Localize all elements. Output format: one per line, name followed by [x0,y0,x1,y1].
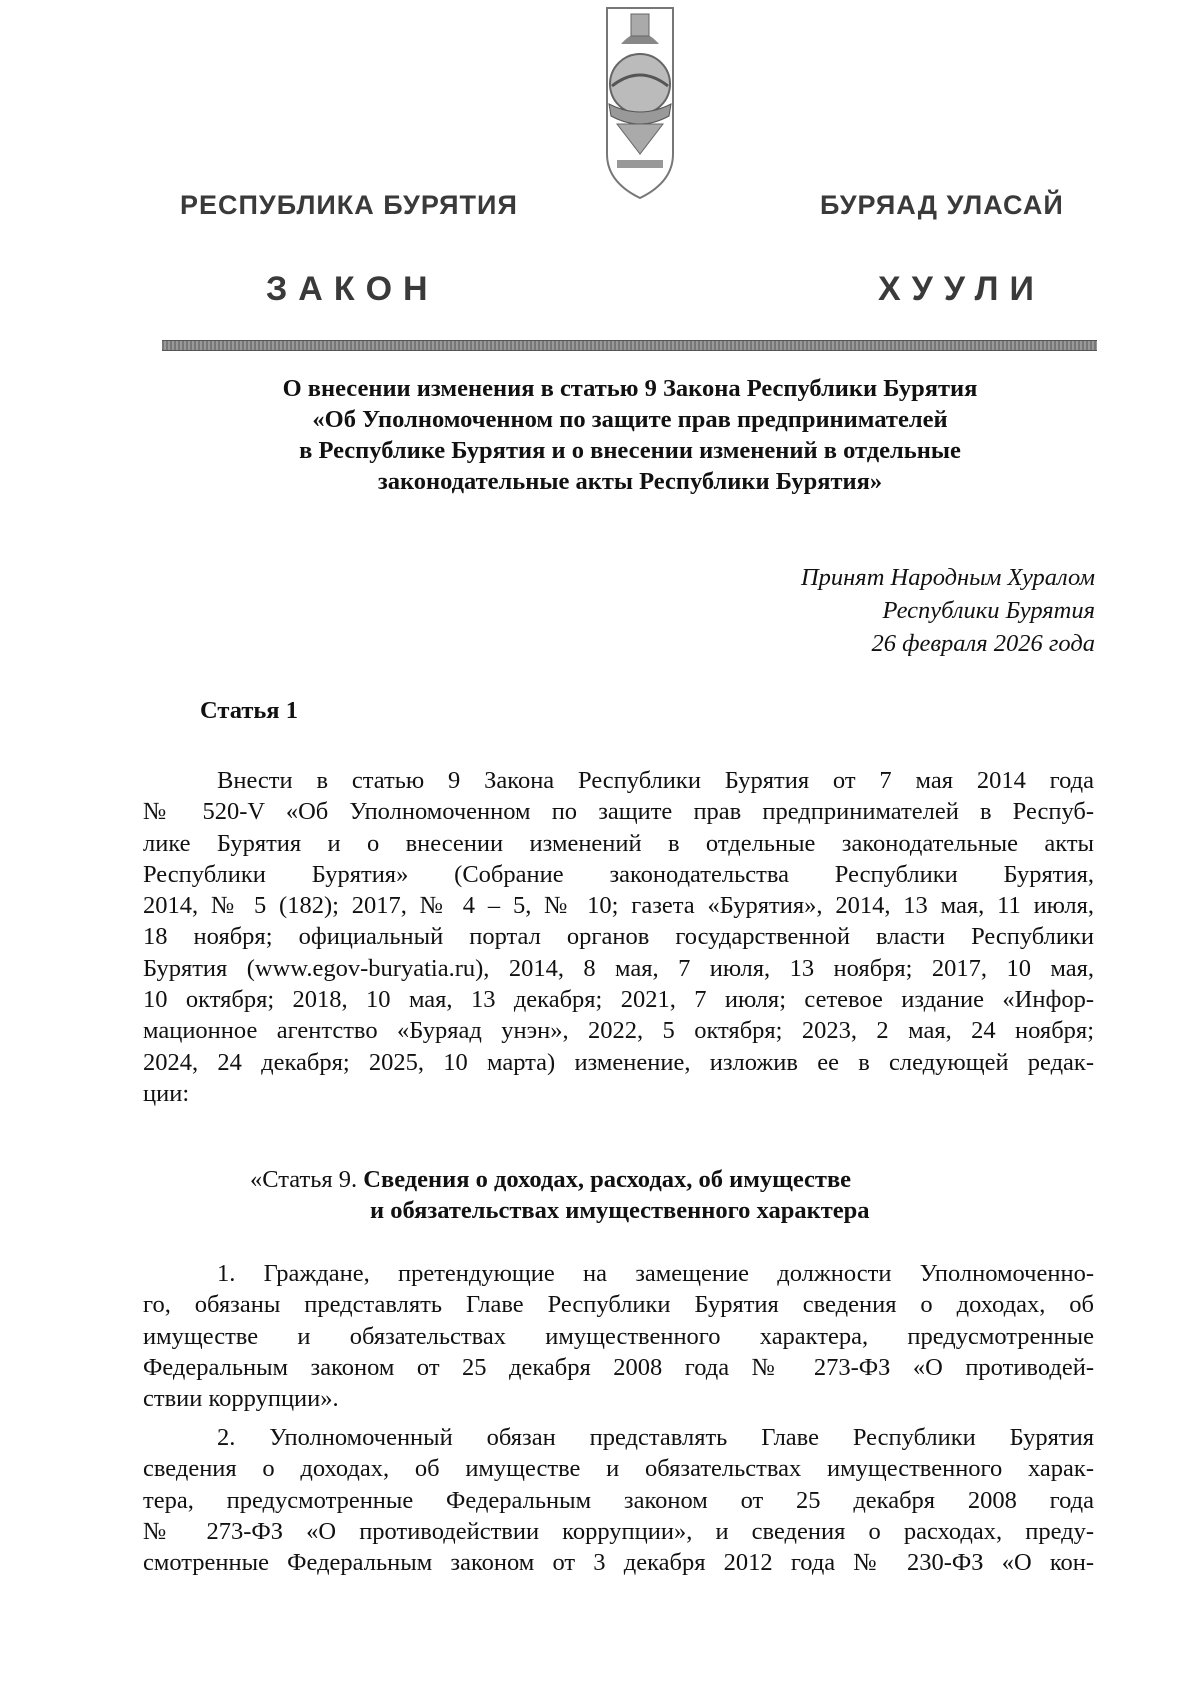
text-line: сведения о доходах, об имуществе и обязательствах имущественного харак- [143,1455,1094,1483]
republic-name-ru: РЕСПУБЛИКА БУРЯТИЯ [180,190,518,220]
text-line: Бурятия (www.egov-buryatia.ru), 2014, 8 мая, 7 июля, 13 ноября; 2017, 10 мая, [143,954,1094,982]
law-title-line: в Республике Бурятия и о внесении изменений в отдельные [299,437,961,464]
law-title [160,373,1100,497]
text-line: 2014, № 5 (182); 2017, № 4 – 5, № 10; газета «Бурятия», 2014, 13 мая, 11 июля, [143,892,1094,920]
law-title-line: О внесении изменения в статью 9 Закона Республики Бурятия [282,375,978,402]
text-line: имуществе и обязательствах имущественного характера, предусмотренные [143,1322,1094,1350]
clause-1-text [143,1258,1094,1414]
text-line: Республики Бурятия» (Собрание законодательства Республики Бурятия, [143,860,1094,888]
text-line: 1. Граждане, претендующие на замещение должности Уполномоченно- [217,1260,1094,1287]
article-9-heading [250,1164,869,1227]
text-line: лике Бурятия и о внесении изменений в отдельные законодательные акты [143,829,1094,857]
document-kind-bua: ХУУЛИ [878,270,1045,308]
text-line: 10 октября; 2018, 10 мая, 13 декабря; 2021, 7 июля; сетевое издание «Инфор- [143,986,1094,1014]
text-line: ствии коррупции». [143,1385,339,1413]
text-line: 2. Уполномоченный обязан представлять Главе Республики Бурятия [217,1424,1094,1451]
adoption-line: Принят Народным Хуралом [800,564,1095,591]
text-line: № 520-V «Об Уполномоченном по защите прав предпринимателей в Респуб- [143,798,1094,826]
text-line: 18 ноября; официальный портал органов государственной власти Республики [143,923,1094,951]
article-9-title-line2: и обязательствах имущественного характера [370,1197,870,1225]
clause-2-text [143,1422,1094,1578]
text-line: Федеральным законом от 25 декабря 2008 года № 273-ФЗ «О противодей- [143,1353,1094,1381]
article-9-heading-line1 [250,1164,869,1195]
text-line: тера, предусмотренные Федеральным законом от 25 декабря 2008 года [143,1486,1094,1514]
article-1-text [143,765,1094,1109]
text-line: смотренные Федеральным законом от 3 декабря 2012 года № 230-ФЗ «О кон- [143,1549,1094,1577]
adoption-date: 26 февраля 2026 года [871,630,1095,657]
republic-emblem-icon [595,4,685,200]
law-title-line: «Об Уполномоченном по защите прав предпринимателей [312,406,948,433]
text-line: ции: [143,1079,190,1107]
text-line: мационное агентство «Буряад унэн», 2022, 5 октября; 2023, 2 мая, 24 ноября; [143,1017,1094,1045]
document-kind-ru: ЗАКОН [266,270,439,308]
article-1-heading: Статья 1 [200,697,298,724]
article-9-title: Сведения о доходах, расходах, об имуществе [363,1166,852,1193]
adoption-note [801,561,1095,660]
adoption-line: Республики Бурятия [882,597,1095,624]
text-line: Внести в статью 9 Закона Республики Бурятия от 7 мая 2014 года [217,767,1094,794]
article-9-prefix: «Статья 9. [250,1166,358,1193]
text-line: 2024, 24 декабря; 2025, 10 марта) изменение, изложив ее в следующей редак- [143,1048,1094,1076]
header-divider [162,340,1097,351]
text-line: № 273-ФЗ «О противодействии коррупции», и сведения о расходах, преду- [143,1517,1094,1545]
law-title-line: законодательные акты Республики Бурятия» [377,468,883,495]
republic-name-bua: БУРЯАД УЛАСАЙ [820,190,1064,220]
text-line: го, обязаны представлять Главе Республики Бурятия сведения о доходах, об [143,1291,1094,1319]
